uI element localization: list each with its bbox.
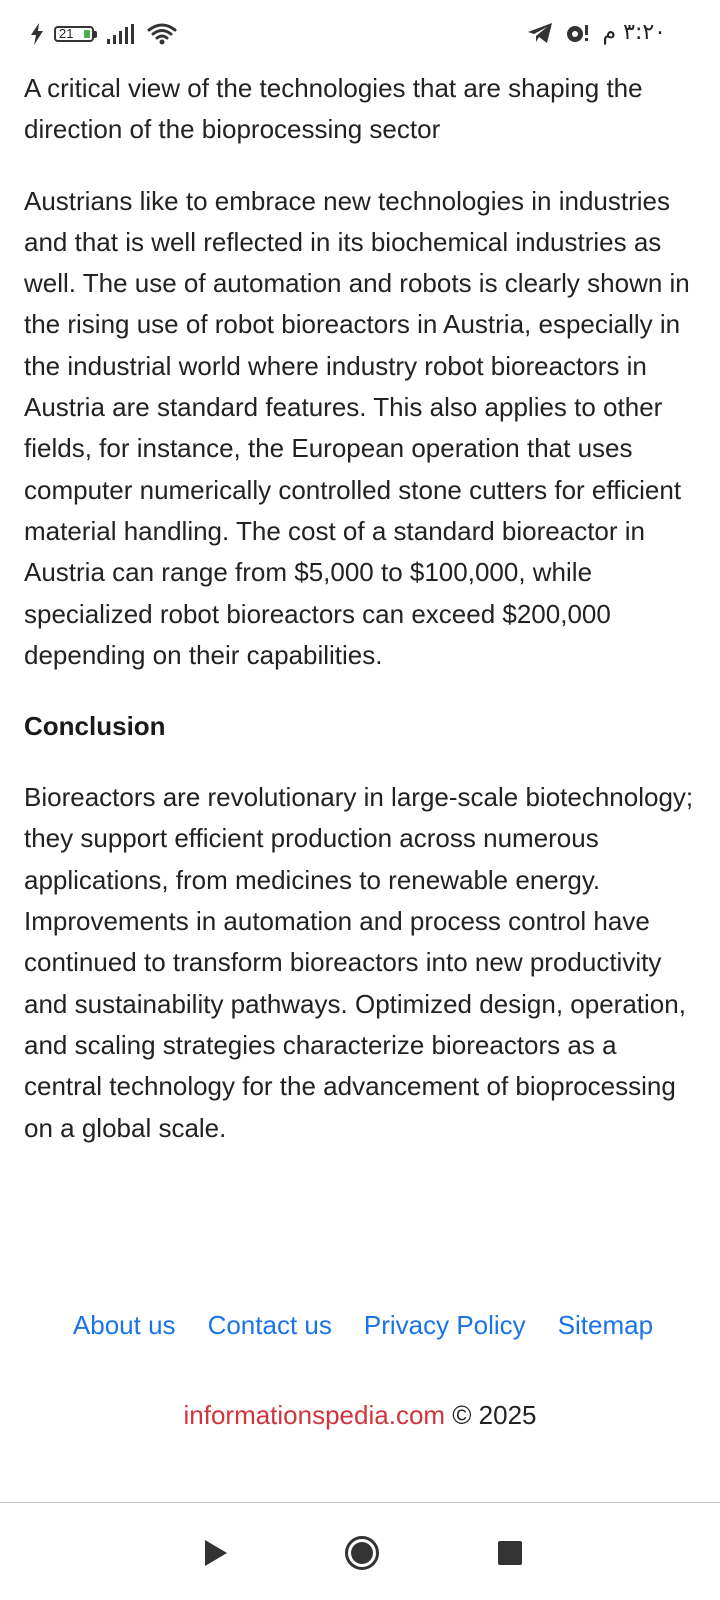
article-body: Austrians like to embrace new technologies in industries and that is well reflected in its biochemical industries as well. The use of automation and robots is clearly shown in the rising use of robot bioreactors in Austria, especially in the industrial world where industry robot bioreactors in Austria are standard features. This also applies to other fields, for instance, the European operation that uses computer numerically controlled stone cutters for efficient material handling. The cost of a standard bioreactor in Austria can range from $5,000 to $100,000, while specialized robot bioreactors can exceed $200,000 depending on their capabilities. — [24, 185, 690, 670]
home-circle-icon — [344, 1535, 380, 1571]
footer-link-about[interactable]: About us — [72, 1310, 176, 1340]
footer-link-contact[interactable]: Contact us — [207, 1310, 332, 1340]
charging-bolt-icon — [30, 23, 44, 45]
footer-site-name[interactable]: informationspedia.com — [183, 1400, 446, 1430]
back-triangle-icon — [203, 1539, 229, 1567]
conclusion-paragraph: Bioreactors are revolutionary in large-scale biotechnology; they support efficient production across numerous applications, from medicines to renewable energy. Improvements in automation and process control have continued to transform bioreactors into new productivity and sustainability pathways. Optimized design, operation, and scaling strategies characterize bioreactors as a central technology for the advancement of bioprocessing on a global scale. — [24, 782, 694, 1143]
battery-level: 21 — [59, 26, 74, 41]
article-intro: A critical view of the technologies that are shaping the direction of the bioprocessing sector — [24, 73, 643, 145]
back-button[interactable] — [196, 1533, 236, 1573]
recents-button[interactable] — [490, 1533, 530, 1573]
footer-links — [0, 1310, 720, 1341]
notification-icon — [565, 22, 591, 44]
status-right-group — [527, 20, 667, 45]
wifi-icon — [147, 22, 177, 46]
footer-copyright-text: © 2025 — [445, 1400, 537, 1430]
footer-link-sitemap[interactable]: Sitemap — [557, 1310, 654, 1340]
status-left-group — [30, 22, 177, 46]
system-nav-bar — [0, 1503, 720, 1600]
telegram-icon — [527, 22, 553, 44]
home-button[interactable] — [342, 1533, 382, 1573]
recents-square-icon — [497, 1540, 523, 1566]
conclusion-heading: Conclusion — [24, 711, 166, 742]
status-time: ٣:٢٠ م — [602, 20, 666, 45]
footer-copyright — [0, 1400, 720, 1431]
footer-link-privacy[interactable]: Privacy Policy — [363, 1310, 526, 1340]
battery-icon — [54, 26, 97, 42]
status-bar — [0, 0, 720, 70]
signal-icon — [107, 24, 137, 44]
article-content — [24, 68, 696, 1149]
